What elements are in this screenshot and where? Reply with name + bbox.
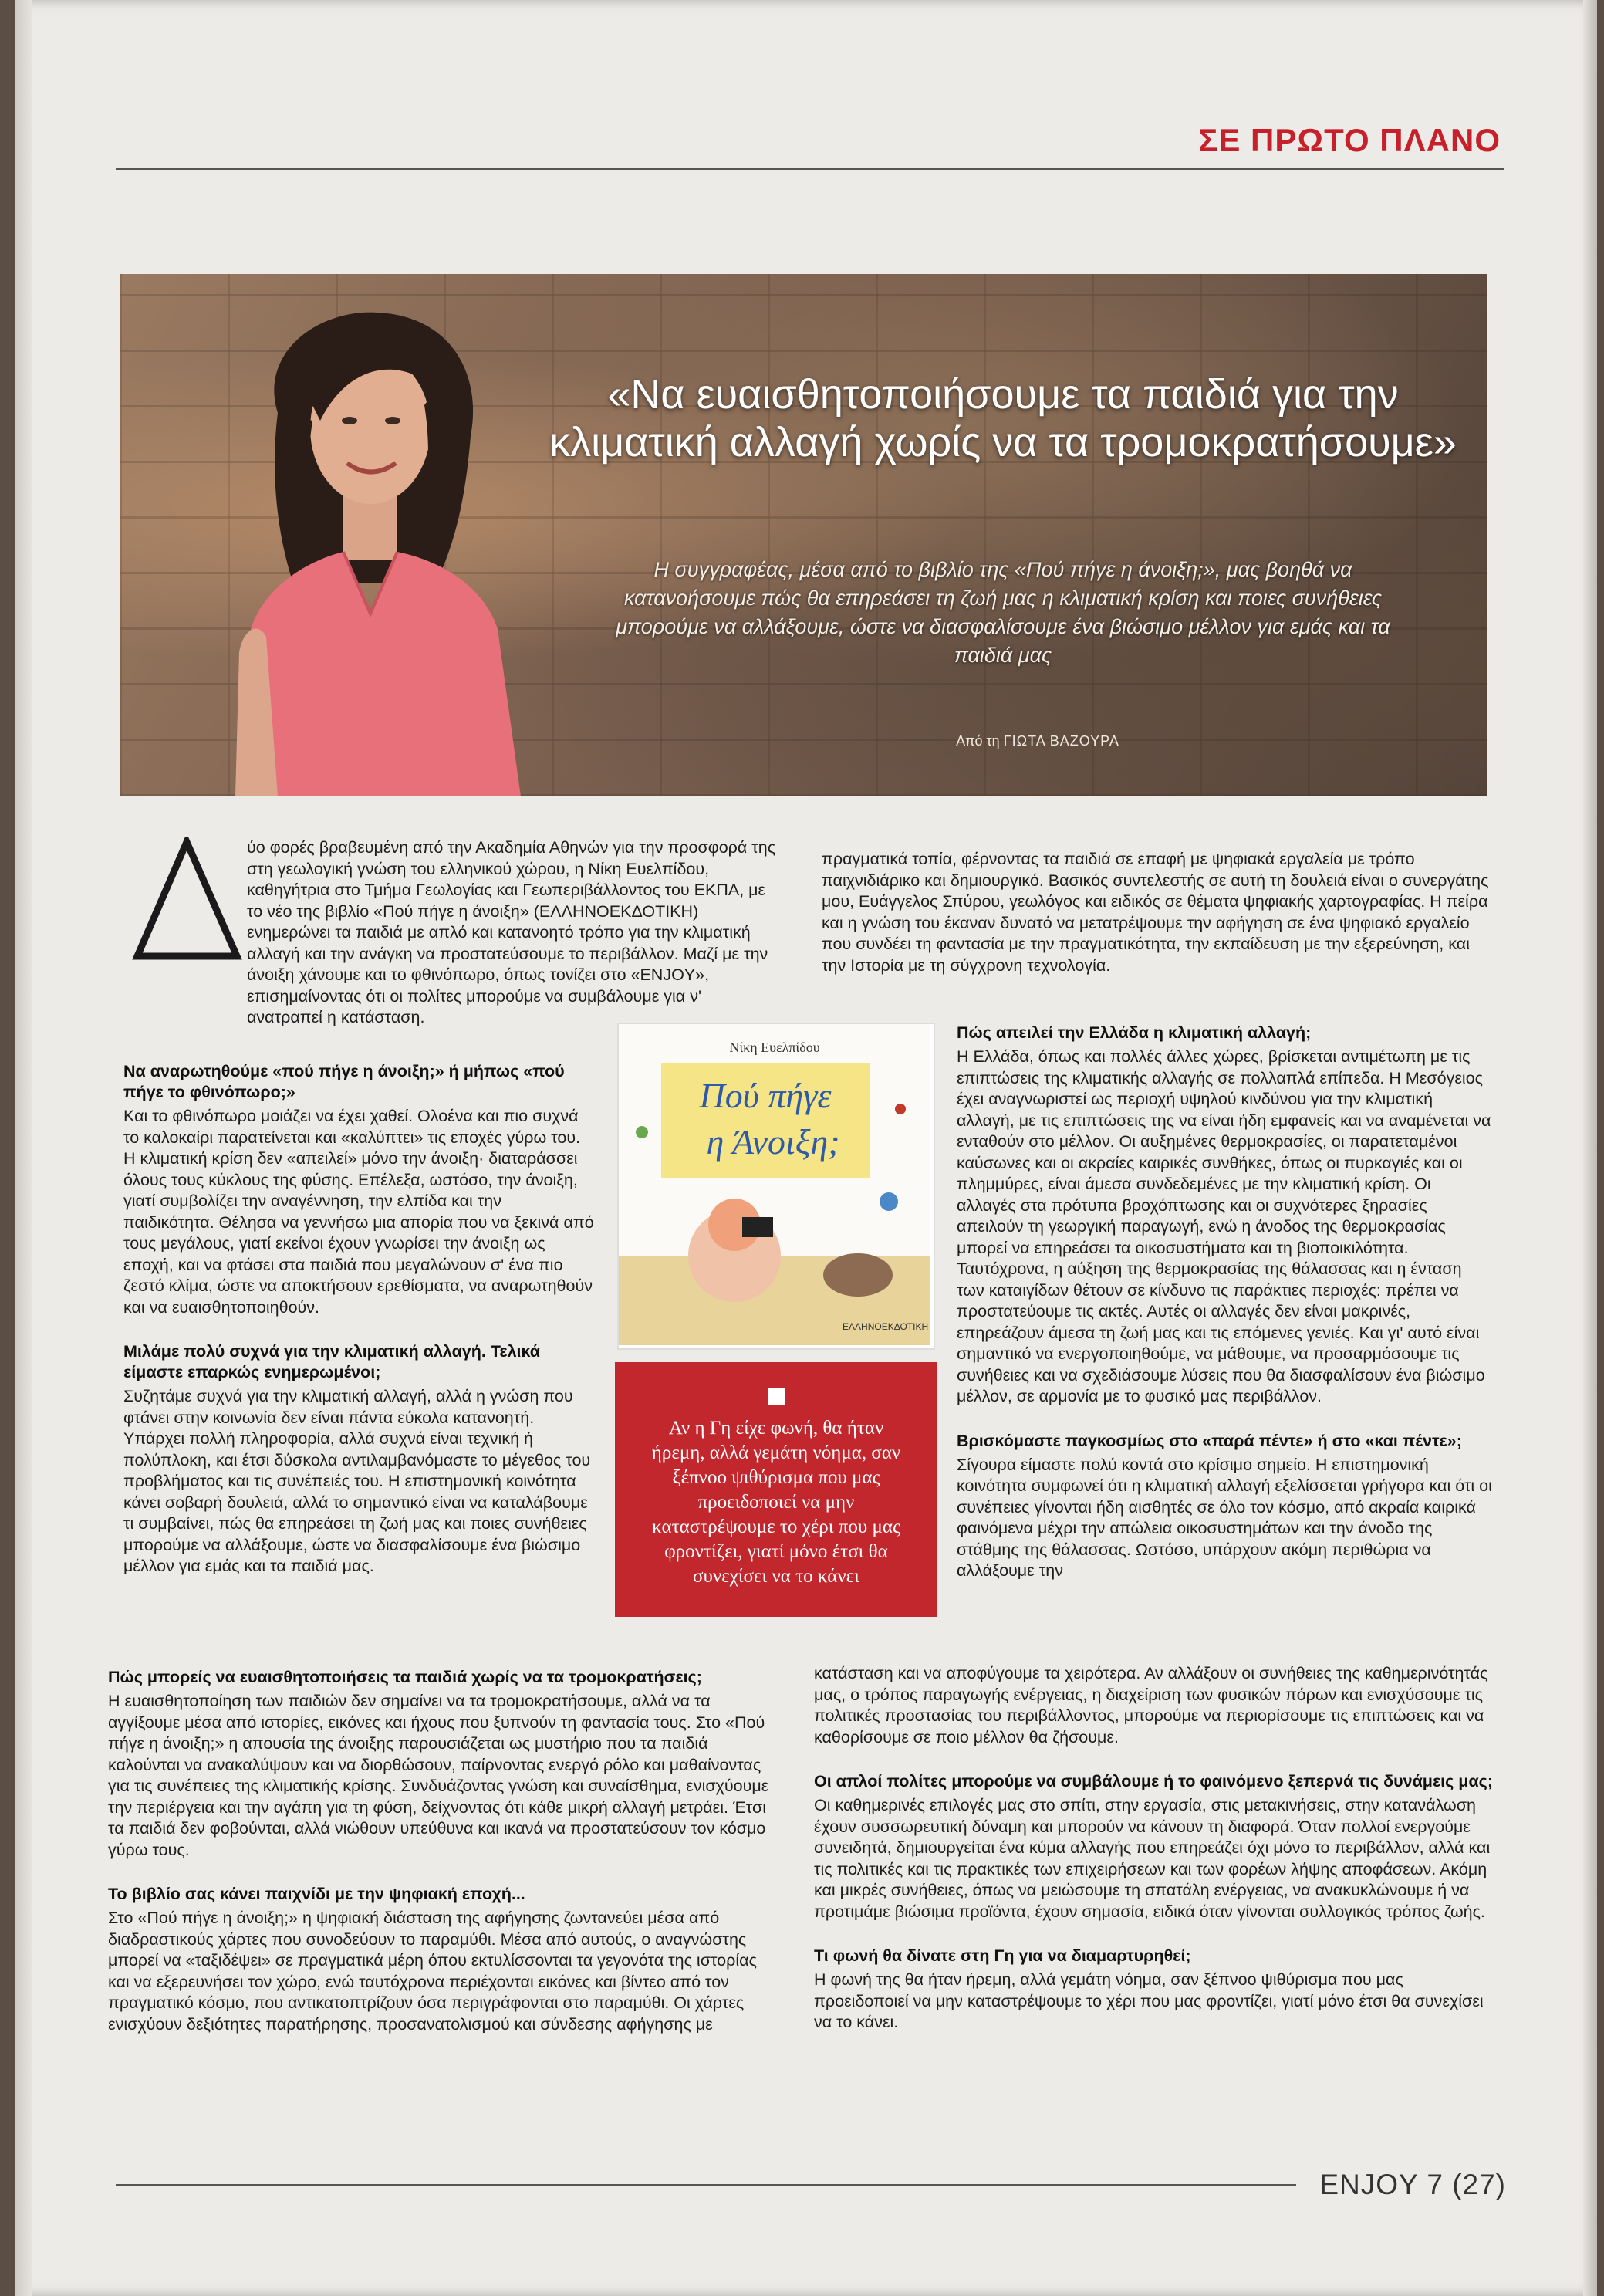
intro-paragraph: ύο φορές βραβευμένη από την Ακαδημία Αθηνών για την προσφορά της στη γεωλογική γνώση του ελληνικού χώρου, η Νίκη Ευελπίδου, καθηγήτρια στο Τμήμα Γεωλογίας και Γεωπεριβάλλοντος του ΕΚΠΑ, με το νέο της βιβλίο «Πού πήγε η άνοιξη» (ΕΛΛΗΝΟΕΚΔΟΤΙΚΗ) ενημερώνει τα παιδιά με απλό και κατανοητό τρόπο για την κλιματική αλλαγή και την ανάγκη να προστατεύσουμε το περιβάλλον. Μαζί με την άνοιξη χάνουμε και το φθινόπωρο, όπως τονίζει στο «ENJOY», επισημαίνοντας ότι οι πολίτες μπορούμε να συμβάλουμε για ν' ανατραπεί η κατάσταση.: [247, 838, 776, 1026]
page-edge-left: [15, 0, 32, 2296]
hero-photo: [120, 274, 1487, 796]
page-edge-right: [1583, 0, 1597, 2296]
question-heading: Βρισκόμαστε παγκοσμίως στο «παρά πέντε» ή στο «και πέντε»;: [957, 1431, 1462, 1450]
answer-paragraph: Η ευαισθητοποίηση των παιδιών δεν σημαίνει να τα τρομοκρατήσουμε, αλλά να τα αγγίξουμε μέσα από ιστορίες, εικόνες και ήχους που ξυπνούν τη φαντασία τους. Στο «Πού πήγε η άνοιξη;» η απουσία της άνοιξης παρουσιάζεται ως μυστήριο που τα παιδιά καλούνται να ανακαλύψουν και να διορθώσουν, παίρνοντας ενεργό ρόλο και μαθαίνοντας για τις συνέπειες της κλιματικής κρίσης. Συνδυάζοντας γνώση και συναίσθημα, ενισχύουμε την περιέργεια και την αγάπη για τη φύση, δείχνοντας ότι κάθε μικρή αλλαγή μετράει. Έτσι τα παιδιά δεν φοβούνται, αλλά νιώθουν υπεύθυνα και ικανά να προστατεύσουν τον κόσμο γύρω τους.: [108, 1692, 769, 1859]
answer-paragraph: κατάσταση και να αποφύγουμε τα χειρότερα. Αν αλλάξουν οι συνήθειες της καθημερινότητάς μας, ο τρόπος παραγωγής ενέργειας, η διαχείριση των φυσικών πόρων και ενισχύσουμε τις πολιτικές προστασίας του περιβάλλοντος, μπορούμε να περιορίσουμε τις επιπτώσεις και να καθορίσουμε σε ποιο μέλλον θα ζήσουμε.: [814, 1664, 1488, 1747]
section-title: ΣΕ ΠΡΩΤΟ ΠΛΑΝΟ: [1198, 122, 1501, 158]
footer-issue: 7: [1427, 2169, 1444, 2200]
answer-paragraph: Η φωνή της θα ήταν ήρεμη, αλλά γεμάτη νόημα, σαν ξέπνοο ψιθύρισμα που μας προειδοποιεί να μην καταστρέψουμε το χέρι που μας φροντίζει, γιατί μόνο έτσι θα συνεχίσει να το κάνει.: [814, 1970, 1484, 2031]
answer-paragraph: πραγματικά τοπία, φέρνοντας τα παιδιά σε επαφή με ψηφιακά εργαλεία με τρόπο παιχνιδιάρικο και δημιουργικό. Βασικός συντελεστής σε αυτή τη δουλειά είναι ο συνεργάτης μου, Ευάγγελος Σπύρου, γεωλόγος και ειδικός σε θέματα ψηφιακής χαρτογραφίας. Η πείρα και η γνώση του έκαναν δυνατό να μετατρέψουμε την αφήγηση σε ένα ψηφιακό εργαλείο που συνδέει τη φαντασία με την πραγματικότητα, την εκπαίδευση με την εξερεύνηση, και την Ιστορία με τη σύγχρονη τεχνολογία.: [822, 850, 1489, 975]
pull-quote-box: [615, 1362, 937, 1617]
book-title-line1: Πού πήγε: [699, 1076, 832, 1115]
question-heading: Τι φωνή θα δίνατε στη Γη για να διαμαρτυρηθεί;: [814, 1946, 1191, 1965]
intro-paragraph-block: [247, 837, 779, 1033]
answer-paragraph: Συζητάμε συχνά για την κλιματική αλλαγή, αλλά η γνώση που φτάνει στην κοινωνία δεν είναι πάντα εύκολα κατανοητή. Υπάρχει πολλή πληροφορία, αλλά συχνά είναι τεχνική ή πολύπλοκη, και έτσι δύσκολα αντιλαμβανόμαστε το μέγεθος του προβλήματος και τις συνέπειές του. Η επιστημονική κοινότητα κάνει σοβαρή δουλειά, αλλά το σημαντικό είναι να καταλάβουμε τι συμβαίνει, πώς θα επηρεάσει τη ζωή μας και ποιες συνήθειες μπορούμε να αλλάξουμε, ώστε να διασφαλίσουμε ένα βιώσιμο μέλλον για εμάς και τα παιδιά μας.: [123, 1387, 591, 1575]
question-heading: Πώς μπορείς να ευαισθητοποιήσεις τα παιδιά χωρίς να τα τρομοκρατήσεις;: [108, 1668, 702, 1686]
column-2-top: [822, 849, 1493, 981]
byline-author: ΓΙΩΤΑ ΒΑΖΟΥΡΑ: [1003, 733, 1119, 749]
book-author: Νίκη Ευελπίδου: [729, 1040, 820, 1055]
column-1-lower: [108, 1667, 772, 2040]
answer-paragraph: Σίγουρα είμαστε πολύ κοντά στο κρίσιμο σημείο. Η επιστημονική κοινότητα συμφωνεί ότι η κλιματική αλλαγή εξελίσσεται γρήγορα και ότι οι συνέπειες γίνονται ήδη αισθητές σε όλο τον κόσμο, από ακραία καιρικά φαινόμενα μέχρι την απώλεια οικοσυστημάτων και την άνοδο της στάθμης της θάλασσας. Ωστόσο, υπάρχουν ακόμη περιθώρια να αλλάξουμε την: [957, 1455, 1492, 1580]
column-1: [123, 1061, 594, 1582]
byline: [922, 733, 1153, 749]
question-heading: Πώς απειλεί την Ελλάδα η κλιματική αλλαγή;: [957, 1023, 1312, 1042]
book-title-line2: η Άνοιξη;: [706, 1122, 840, 1162]
author-portrait: [204, 305, 544, 796]
footer-page-number: (27): [1452, 2169, 1506, 2200]
top-rule: [116, 168, 1504, 170]
drop-cap-delta: [131, 837, 243, 961]
answer-paragraph: Στο «Πού πήγε η άνοιξη;» η ψηφιακή διάσταση της αφήγησης ζωντανεύει μέσα από διαδραστικούς χάρτες που συνοδεύουν το παραμύθι. Μέσα από αυτούς, ο αναγνώστης μπορεί να «ταξιδέψει» σε πραγματικά μέρη όπου εκτυλίσσονται τα γεγονότα της ιστορίας και να εξερευνήσει τον χώρο, ενώ ταυτόχρονα περιέχονται εικόνες και βίντεο από τον πραγματικό κόσμο, που αντικατοπτρίζουν όσα περιγράφονται στο παραμύθι. Οι χάρτες ενισχύουν δεξιότητες παρατήρησης, προσανατολισμού και σύνδεσης αφήγησης με: [108, 1909, 757, 2034]
footer-magazine: ENJOY: [1319, 2169, 1419, 2200]
book-cover-image: [617, 1023, 935, 1350]
book-publisher: ΕΛΛΗΝΟΕΚΔΟΤΙΚΗ: [843, 1321, 929, 1332]
page-footer: [1319, 2169, 1506, 2201]
hero-headline-quote: «Να ευαισθητοποιήσουμε τα παιδιά για την κλιματική αλλαγή χωρίς να τα τρομοκρατήσουμε»: [549, 371, 1457, 465]
quote-square-icon: [768, 1388, 785, 1405]
book-illustration: [619, 1024, 930, 1345]
question-heading: Το βιβλίο σας κάνει παιχνίδι με την ψηφιακή εποχή...: [108, 1885, 525, 1903]
column-2-lower: [814, 1663, 1493, 2038]
hero-subtitle: Η συγγραφέας, μέσα από το βιβλίο της «Πού πήγε η άνοιξη;», μας βοηθά να κατανοήσουμε πώς θα επηρεάσει τη ζωή μας η κλιματική κρίση και ποιες συνήθειες μπορούμε να αλλάξουμε, ώστε να διασφαλίσουμε ένα βιώσιμο μέλλον για εμάς και τα παιδιά μας: [616, 558, 1390, 667]
byline-prefix: Από τη: [956, 733, 1000, 749]
answer-paragraph: Η Ελλάδα, όπως και πολλές άλλες χώρες, βρίσκεται αντιμέτωπη με τις επιπτώσεις της κλιματικής αλλαγής σε πολλαπλά επίπεδα. Η Μεσόγειος έχει αναγνωριστεί ως περιοχή υψηλού κινδύνου για την κλιματική αλλαγή, με τις επιπτώσεις της να είναι ήδη εμφανείς και να αναμένεται να ενταθούν στο μέλλον. Οι αυξημένες θερμοκρασίες, οι παρατεταμένοι καύσωνες και οι ακραίες καιρικές συνθήκες, όπως οι πυρκαγιές και οι πλημμύρες, είναι άμεσα συνδεδεμένες με την κλιματική κρίση. Οι αλλαγές στα πρότυπα βροχόπτωσης και οι συχνότερες ξηρασίες απειλούν τη γεωργική παραγωγή, ενώ η άνοδος της θερμοκρασίας μπορεί να επηρεάσει τα οικοσυστήματα και τη βιοποικιλότητα. Ταυτόχρονα, η αύξηση της θερμοκρασίας της θάλασσας και η ένταση των καταιγίδων θέτουν σε κίνδυνο τις παράκτιες περιοχές: πρέπει να προστατεύουμε τις ακτές. Αυτές οι αλλαγές δεν είναι μακρινές, επηρεάζουν άμεσα τη ζωή μας και τις επόμενες γενιές. Και γι' αυτό είναι σημαντικό να ενεργοποιηθούμε, να μάθουμε, να προσαρμόσουμε τις συνήθειες και να σχεδιάσουμε λύσεις που θα διασφαλίσουν ένα βιώσιμο μέλλον, σε αρμονία με το φυσικό μας περιβάλλον.: [957, 1047, 1491, 1405]
magazine-page: [15, 0, 1597, 2296]
column-2: [957, 1023, 1493, 1587]
answer-paragraph: Οι καθημερινές επιλογές μας στο σπίτι, στην εργασία, στις μετακινήσεις, στην κατανάλωση έχουν συσσωρευτική δύναμη και μπορούν να κάνουν τη διαφορά. Όταν πολλοί ενεργούμε συνειδητά, δημιουργείται ένα κύμα αλλαγής που επηρεάζει όχι μόνο το περιβάλλον, αλλά και τις πολιτικές και τις πρακτικές των επιχειρήσεων και των φορέων λήψης αποφάσεων. Ακόμη και μικρές συνήθειες, όπως να μειώσουμε τη σπατάλη ενέργειας, να ανακυκλώνουμε ή να προτιμάμε βιώσιμα προϊόντα, έχουν σημασία, ειδικά όταν γίνονται συλλογικός τρόπος ζωής.: [814, 1796, 1491, 1921]
bottom-rule: [116, 2184, 1296, 2186]
question-heading: Μιλάμε πολύ συχνά για την κλιματική αλλαγή. Τελικά είμαστε επαρκώς ενημερωμένοι;: [123, 1342, 541, 1381]
question-heading: Να αναρωτηθούμε «πού πήγε η άνοιξη;» ή μήπως «πού πήγε το φθινόπωρο;»: [123, 1062, 565, 1101]
answer-paragraph: Και το φθινόπωρο μοιάζει να έχει χαθεί. Ολοένα και πιο συχνά το καλοκαίρι παρατείνεται και «καλύπτει» τις εποχές γύρω του. Η κλιματική κρίση δεν «απειλεί» μόνο την άνοιξη· διαταράσσει όλους τους κύκλους της φύσης. Επέλεξα, ωστόσο, την άνοιξη, γιατί συμβολίζει την αναγέννηση, την ελπίδα και την παιδικότητα. Θέλησα να γεννήσω μια απορία που να ξεκινά από τους μεγάλους, γιατί εκείνοι έχουν γνωρίσει την άνοιξη ως εποχή, και να φτάσει στα παιδιά που μεγαλώνουν σ' ένα πιο ζεστό κλίμα, ώστε να αποκτήσουν ερεθίσματα, να αναρωτηθούν και να ευαισθητοποιηθούν.: [123, 1107, 594, 1317]
pull-quote-text: Αν η Γη είχε φωνή, θα ήταν ήρεμη, αλλά γεμάτη νόημα, σαν ξέπνοο ψιθύρισμα που μας προειδοποιεί να μην καταστρέψουμε το χέρι που μας φροντίζει, γιατί μόνο έτσι θα συνεχίσει να το κάνει: [651, 1418, 901, 1587]
question-heading: Οι απλοί πολίτες μπορούμε να συμβάλουμε ή το φαινόμενο ξεπερνά τις δυνάμεις μας;: [814, 1772, 1493, 1790]
